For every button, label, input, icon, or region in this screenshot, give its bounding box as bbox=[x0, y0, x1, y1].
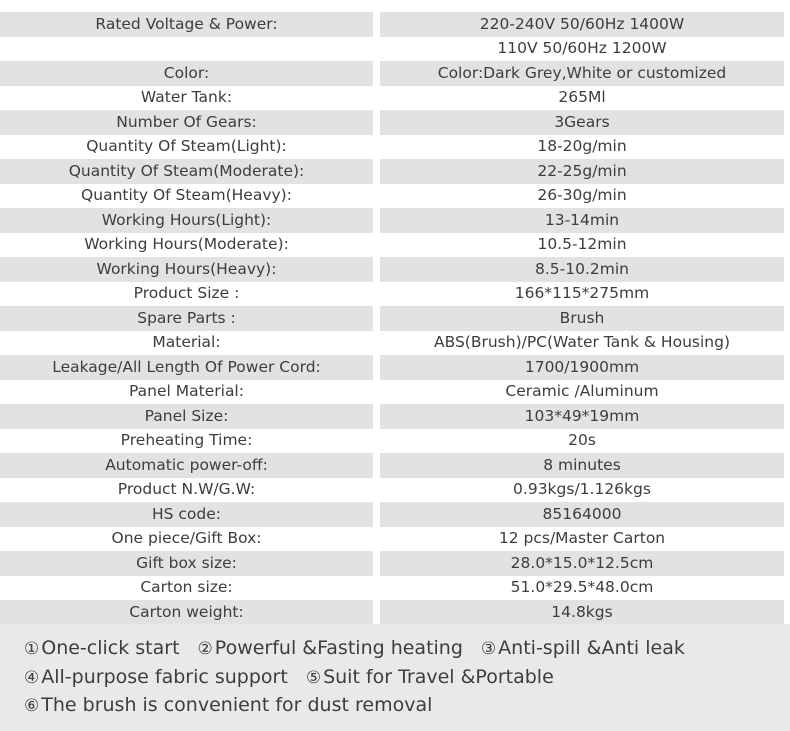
spec-label: Quantity Of Steam(Heavy): bbox=[0, 184, 373, 209]
spec-row bbox=[0, 429, 790, 454]
spec-label: One piece/Gift Box: bbox=[0, 527, 373, 552]
spec-value: Ceramic /Aluminum bbox=[380, 380, 784, 405]
spec-value: 3Gears bbox=[380, 110, 784, 135]
spec-label: Working Hours(Heavy): bbox=[0, 257, 373, 282]
spec-row bbox=[0, 331, 790, 356]
spec-value: 28.0*15.0*12.5cm bbox=[380, 551, 784, 576]
feature-item bbox=[24, 666, 288, 688]
spec-row bbox=[0, 61, 790, 86]
spec-value: 8.5-10.2min bbox=[380, 257, 784, 282]
feature-item bbox=[24, 694, 432, 716]
spec-value: 1700/1900mm bbox=[380, 355, 784, 380]
spec-row bbox=[0, 478, 790, 503]
spec-value: 110V 50/60Hz 1200W bbox=[380, 37, 784, 62]
feature-number: ② bbox=[197, 639, 213, 659]
spec-row bbox=[0, 502, 790, 527]
spec-row bbox=[0, 551, 790, 576]
spec-row bbox=[0, 233, 790, 258]
feature-number: ④ bbox=[24, 668, 40, 688]
spec-table bbox=[0, 12, 790, 625]
spec-row bbox=[0, 600, 790, 625]
spec-value: 14.8kgs bbox=[380, 600, 784, 625]
spec-row bbox=[0, 306, 790, 331]
spec-value: Brush bbox=[380, 306, 784, 331]
spec-label: Panel Size: bbox=[0, 404, 373, 429]
feature-text: One-click start bbox=[41, 637, 180, 659]
spec-label: Panel Material: bbox=[0, 380, 373, 405]
spec-row bbox=[0, 135, 790, 160]
spec-row bbox=[0, 37, 790, 62]
spec-label: Product Size : bbox=[0, 282, 373, 307]
feature-item bbox=[24, 637, 180, 659]
spec-row bbox=[0, 12, 790, 37]
spec-label: Color: bbox=[0, 61, 373, 86]
spec-value: 10.5-12min bbox=[380, 233, 784, 258]
feature-item bbox=[198, 637, 463, 659]
feature-text: Anti-spill &Anti leak bbox=[498, 637, 685, 659]
features-panel bbox=[0, 624, 790, 731]
spec-row bbox=[0, 355, 790, 380]
spec-value: 8 minutes bbox=[380, 453, 784, 478]
spec-row bbox=[0, 257, 790, 282]
spec-value: Color:Dark Grey,White or customized bbox=[380, 61, 784, 86]
spec-label: Rated Voltage & Power: bbox=[0, 12, 373, 37]
spec-value: 51.0*29.5*48.0cm bbox=[380, 576, 784, 601]
feature-text: Powerful &Fasting heating bbox=[214, 637, 463, 659]
spec-row bbox=[0, 110, 790, 135]
features-line-1 bbox=[24, 637, 703, 659]
spec-row bbox=[0, 208, 790, 233]
spec-value: ABS(Brush)/PC(Water Tank & Housing) bbox=[380, 331, 784, 356]
spec-value: 166*115*275mm bbox=[380, 282, 784, 307]
feature-number: ⑥ bbox=[24, 696, 40, 716]
spec-label: Spare Parts : bbox=[0, 306, 373, 331]
spec-label: Water Tank: bbox=[0, 86, 373, 111]
feature-item bbox=[481, 637, 685, 659]
spec-value: 22-25g/min bbox=[380, 159, 784, 184]
feature-text: Suit for Travel &Portable bbox=[323, 666, 554, 688]
spec-row bbox=[0, 380, 790, 405]
feature-number: ⑤ bbox=[305, 668, 322, 688]
feature-item bbox=[306, 666, 554, 688]
spec-row bbox=[0, 184, 790, 209]
spec-row bbox=[0, 576, 790, 601]
spec-label: Number Of Gears: bbox=[0, 110, 373, 135]
spec-row bbox=[0, 159, 790, 184]
spec-label: Gift box size: bbox=[0, 551, 373, 576]
spec-label: Material: bbox=[0, 331, 373, 356]
spec-label: Carton weight: bbox=[0, 600, 373, 625]
spec-label: Working Hours(Light): bbox=[0, 208, 373, 233]
spec-row bbox=[0, 527, 790, 552]
spec-value: 13-14min bbox=[380, 208, 784, 233]
spec-label: HS code: bbox=[0, 502, 373, 527]
feature-text: The brush is convenient for dust removal bbox=[41, 694, 433, 716]
spec-row bbox=[0, 282, 790, 307]
feature-text: All-purpose fabric support bbox=[41, 666, 288, 688]
spec-value: 0.93kgs/1.126kgs bbox=[380, 478, 784, 503]
spec-label: Leakage/All Length Of Power Cord: bbox=[0, 355, 373, 380]
spec-label: Quantity Of Steam(Moderate): bbox=[0, 159, 373, 184]
spec-label: Quantity Of Steam(Light): bbox=[0, 135, 373, 160]
spec-value: 26-30g/min bbox=[380, 184, 784, 209]
spec-value: 220-240V 50/60Hz 1400W bbox=[380, 12, 784, 37]
spec-value: 18-20g/min bbox=[380, 135, 784, 160]
spec-row bbox=[0, 86, 790, 111]
spec-value: 12 pcs/Master Carton bbox=[380, 527, 784, 552]
spec-label: Product N.W/G.W: bbox=[0, 478, 373, 503]
spec-value: 103*49*19mm bbox=[380, 404, 784, 429]
spec-value: 85164000 bbox=[380, 502, 784, 527]
feature-number: ① bbox=[24, 639, 40, 659]
spec-value: 265Ml bbox=[380, 86, 784, 111]
features-line-3 bbox=[24, 694, 450, 716]
spec-label: Preheating Time: bbox=[0, 429, 373, 454]
spec-row bbox=[0, 404, 790, 429]
spec-row bbox=[0, 453, 790, 478]
feature-number: ③ bbox=[480, 639, 497, 659]
spec-value: 20s bbox=[380, 429, 784, 454]
spec-label: Working Hours(Moderate): bbox=[0, 233, 373, 258]
spec-label: Automatic power-off: bbox=[0, 453, 373, 478]
spec-label: Carton size: bbox=[0, 576, 373, 601]
spec-label bbox=[0, 37, 373, 62]
features-line-2 bbox=[24, 666, 572, 688]
